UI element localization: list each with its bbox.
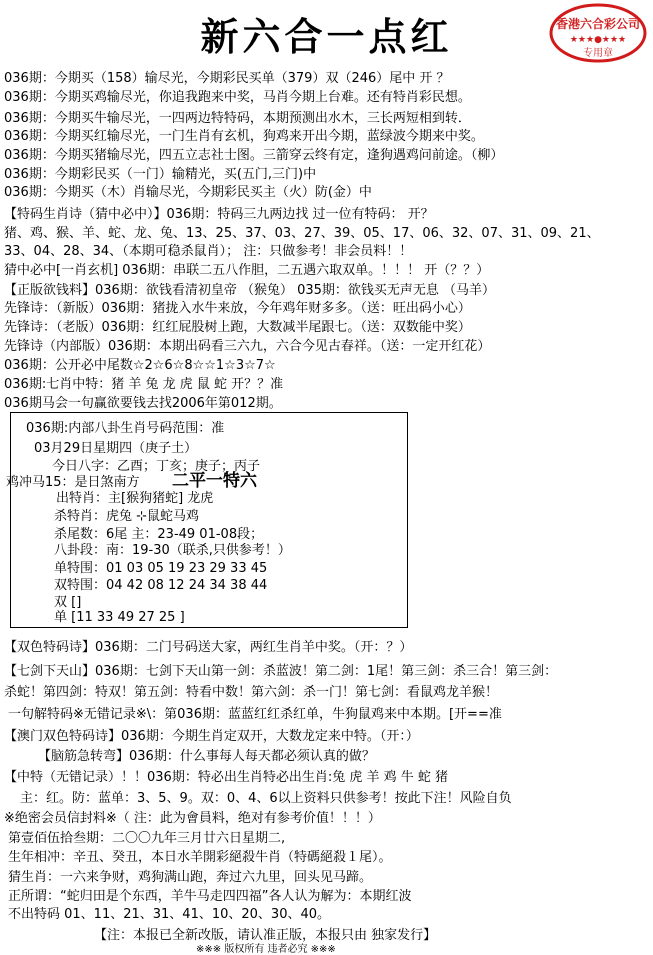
text-line: 先锋诗：（新版）036期：猪拢入水牛来放，今年鸡年财多多。（送：旺出码小心） — [4, 301, 471, 316]
box-line: 今日八字：乙酉；丁亥；庚子；丙子 — [52, 459, 261, 474]
text-line: 036期：今期买（158）输尽光，今期彩民买单（379）双（246）尾中 开 ？ — [4, 71, 450, 86]
svg-text:专用章: 专用章 — [583, 48, 613, 59]
box-line: 出特肖：主[猴狗猪蛇] 龙虎 — [56, 491, 214, 506]
text-line: 036期：今期彩民买（一门）输精光，买(五门,三门)中 — [4, 167, 317, 182]
company-seal — [548, 2, 648, 64]
text-line: 036期:七肖中特：猪 羊 兔 龙 虎 鼠 蛇 开？？准 — [4, 377, 284, 392]
footer-notice: 【注：本报已全新改版，请认准正版，本报只由 独家发行】 — [94, 928, 437, 943]
box-line: 杀特肖：虎兔 ⊹鼠蛇马鸡 — [54, 509, 200, 524]
svg-text:★★★●★★★: ★★★●★★★ — [569, 35, 627, 45]
box-line: 八卦段：南：19-30（联杀,只供参考！） — [54, 543, 291, 558]
text-line: 先锋诗（内部版）036期：本期出码看三六九，六合今见古春祥。（送：一定开红花） — [4, 339, 491, 354]
svg-text:香港六合彩公司: 香港六合彩公司 — [555, 17, 641, 31]
text-line: 猜生肖：一六来争财，鸡狗满山跑，奔过六九里，回头见马蹄。 — [8, 870, 373, 885]
text-line: 生年相冲：辛丑、癸丑，本日水羊開彩絕殺牛肖（特碼絕殺１尾）。 — [8, 850, 392, 865]
text-line: 33、04、28、34、（本期可稳杀鼠肖）； 注：只做参考！非会员料！！ — [4, 244, 413, 259]
box-line: 杀尾数：6尾 主：23-49 01-08段； — [54, 527, 264, 542]
text-line: 【澳门双色特码诗】036期：今期生肖定双开，大数龙定来中特。（开：） — [4, 729, 419, 744]
text-line: 猪、鸡、猴、羊、蛇、龙、兔、13、25、37、03、27、39、05、17、06、32、07、31、09、21、 — [4, 226, 600, 241]
text-line: 第壹佰伍拾叁期：二〇〇九年三月廿六日星期二, — [8, 831, 286, 846]
page-title: 新六合一点红 — [200, 14, 453, 59]
text-line: 【正版欲钱料】036期：欲钱看清初皇帝 （猴兔） 035期：欲钱买无声无息 （马羊） — [4, 283, 496, 298]
text-line: 不出特码 01、11、21、31、41、10、20、30、40。 — [8, 907, 331, 922]
box-line: 双 [] — [54, 595, 82, 610]
text-line: 036期：公开必中尾数☆2☆6☆8☆☆1☆3☆7☆ — [4, 358, 276, 373]
text-line: 【七剑下天山】036期：七剑下天山第一剑：杀蓝波！第二剑：1尾！第三剑：杀三合！第三剑： — [4, 664, 558, 679]
text-line: 036期马会一句赢欲要钱去找2006年第012期。 — [4, 396, 282, 411]
box-line: 03月29日星期四（庚子土） — [34, 441, 198, 456]
footer-copyright: ※※※ 版权所有 违者必究 ※※※ — [196, 944, 336, 955]
text-line: 主：红。防：蓝单：3、5、9。双：0、4、6以上资料只供参考！按此下注！风险自负 — [20, 791, 512, 806]
text-line: 036期：今期买鸡输尽光，你追我跑来中奖，马肖今期上台难。还有特肖彩民想。 — [4, 90, 471, 105]
box-line: 单 [11 33 49 27 25 ] — [54, 610, 185, 625]
text-line: 正所谓：“蛇归田是个东西，羊牛马走四四福”各人认为解为：本期红波 — [8, 889, 412, 904]
text-line: 【双色特码诗】036期：二门号码送大家，两红生肖羊中奖。（开：？） — [4, 640, 413, 655]
box-line: 鸡冲马15：是日煞南方 — [6, 475, 140, 490]
text-line: ※绝密会员信封料※（ 注：此为會員料，绝对有参考价值！！！） — [4, 811, 381, 826]
text-line: 【特码生肖诗（猜中必中）】036期：特码三九两边找 过一位有特码： 开？ — [4, 207, 434, 222]
text-line: 036期：今期买猪输尽光，四五立志社士图。三箭穿云终有定，逢狗遇鸡问前途。（柳） — [4, 148, 504, 163]
text-line: 【中特（无错记录）！！036期：特必出生肖特必出生肖:兔 虎 羊 鸡 牛 蛇 猪 — [4, 770, 448, 785]
box-line: 036期:内部八卦生肖号码范围：准 — [26, 421, 225, 436]
text-line: 先锋诗：（老版）036期：红红屁股树上跑，大数减半尾跟七。（送：双数能中奖） — [4, 320, 471, 335]
text-line: 猜中必中[一肖玄机] 036期：串联二五八作胆，二五遇六取双单。！！！ 开（？？） — [4, 263, 490, 278]
box-line: 双特围：04 42 08 12 24 34 38 44 — [54, 578, 268, 593]
box-marker: 二平一特六 — [172, 471, 257, 491]
text-line: 【脑筋急转弯】036期：什么事每人每天都必须认真的做？ — [38, 749, 375, 764]
text-line: 杀蛇！第四剑：特双！第五剑：特看中数！第六剑：杀一门！第七剑：看鼠鸡龙羊猴！ — [4, 685, 499, 700]
box-line: 单特围：01 03 05 19 23 29 33 45 — [54, 561, 268, 576]
text-line: 036期：今期买红输尽光，一门生肖有玄机，狗鸡来开出今期，蓝绿波今期来中奖。 — [4, 129, 484, 144]
text-line: 036期：今期买（木）肖输尽光，今期彩民买主（火）防(金）中 — [4, 185, 372, 200]
text-line: 一句解特码※无错记录※\：第036期：蓝蓝红红杀红单，牛狗鼠鸡来中本期。[开==准 — [8, 707, 502, 722]
text-line: 036期：今期买牛输尽光，一四两边特特码，本期预测出水木，三长两短相到转． — [4, 111, 471, 126]
